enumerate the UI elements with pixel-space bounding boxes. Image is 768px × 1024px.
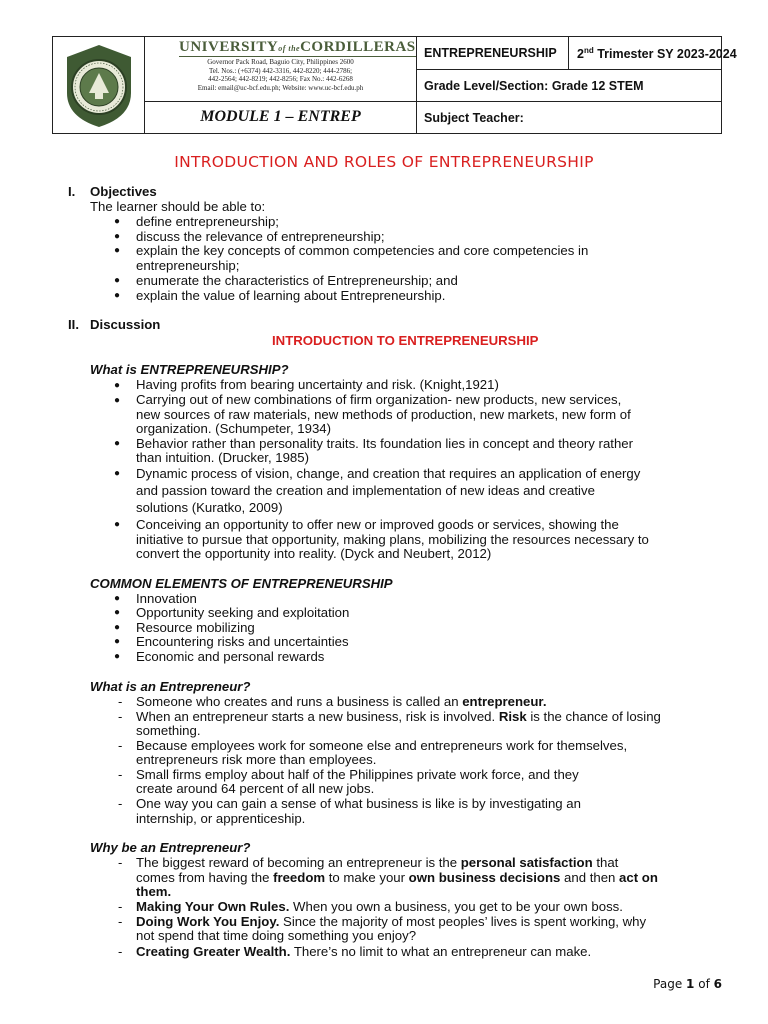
entrepreneur-line: Because employees work for someone else and entrepreneurs work for themselves, (136, 738, 628, 753)
entrepreneur-line: Small firms employ about half of the Philippines private work force, and they (136, 767, 579, 782)
definition-line: initiative to pursue that opportunity, making plans, mobilizing the resources necessary to (136, 532, 649, 547)
objective-item: define entrepreneurship; (136, 214, 279, 229)
entrepreneur-line: When an entrepreneur starts a new business, risk is involved. Risk is the chance of losing (136, 709, 661, 724)
definition-line: and passion toward the creation and implementation of new ideas and creative (136, 483, 595, 498)
common-element-item: Innovation (136, 591, 197, 606)
bullet-icon: ● (114, 290, 121, 301)
dash-marker: - (118, 796, 123, 811)
dash-marker: - (118, 738, 123, 753)
university-address: Governor Pack Road, Baguio City, Philippines 2600 (207, 58, 354, 66)
subject-teacher-cell (417, 102, 721, 134)
subject-cell (417, 37, 569, 70)
why-line: Making Your Own Rules. When you own a business, you get to be your own boss. (136, 899, 623, 914)
university-name: UNIVERSITYof theCORDILLERAS (179, 39, 416, 55)
bullet-icon: ● (114, 651, 121, 662)
header-table (52, 36, 737, 134)
definition-line: Dynamic process of vision, change, and creation that requires an application of energy (136, 466, 641, 481)
bullet-icon: ● (114, 607, 121, 618)
definition-line: Having profits from bearing uncertainty and risk. (Knight,1921) (136, 377, 499, 392)
grade-section-cell (417, 70, 721, 102)
term-cell (569, 37, 737, 70)
objectives-numeral: I. (68, 184, 76, 199)
objectives-heading: Objectives (90, 184, 157, 199)
definition-line: convert the opportunity into reality. (Dyck and Neubert, 2012) (136, 546, 492, 561)
subject-label: ENTREPRENEURSHIP (424, 46, 557, 60)
definition-line: solutions (Kuratko, 2009) (136, 500, 283, 515)
module-cell (145, 102, 417, 134)
why-line: comes from having the freedom to make your own business decisions and then act on (136, 870, 658, 885)
entrepreneur-line: Someone who creates and runs a business is called an entrepreneur. (136, 694, 547, 709)
what-is-heading: What is ENTREPRENEURSHIP? (90, 362, 289, 377)
common-element-item: Encountering risks and uncertainties (136, 634, 349, 649)
section-title: INTRODUCTION TO ENTREPRENEURSHIP (272, 333, 539, 348)
objective-item: discuss the relevance of entrepreneurship; (136, 229, 385, 244)
objective-item: explain the key concepts of common competencies and core competencies in (136, 243, 589, 258)
bullet-icon: ● (114, 468, 121, 479)
definition-line: than intuition. (Drucker, 1985) (136, 450, 309, 465)
entrepreneur-line: One way you can gain a sense of what business is like is by investigating an (136, 796, 581, 811)
dash-marker: - (118, 709, 123, 724)
university-cell (145, 37, 417, 102)
bullet-icon: ● (114, 395, 121, 406)
why-line: Doing Work You Enjoy. Since the majority of most peoples’ lives is spent working, why (136, 914, 647, 929)
university-tel-2: 442-2564; 442-8219; 442-8256; Fax No.: 442-6268 (208, 75, 353, 84)
why-line: them. (136, 884, 172, 899)
bullet-icon: ● (114, 231, 121, 242)
objective-item: explain the value of learning about Entrepreneurship. (136, 288, 446, 303)
dash-marker: - (118, 914, 123, 929)
dash-marker: - (118, 944, 123, 959)
dash-marker: - (118, 694, 123, 709)
objectives-intro: The learner should be able to: (90, 199, 266, 214)
common-element-item: Resource mobilizing (136, 620, 255, 635)
bullet-icon: ● (114, 245, 121, 256)
common-elements-heading: COMMON ELEMENTS OF ENTREPRENEURSHIP (90, 576, 393, 591)
bullet-icon: ● (114, 636, 121, 647)
definition-line: new sources of raw materials, new methods of production, new markets, new form of (136, 407, 631, 422)
definition-line: Conceiving an opportunity to offer new or improved goods or services, showing the (136, 517, 619, 532)
dash-marker: - (118, 899, 123, 914)
why-line: not spend that time doing something you enjoy? (136, 928, 417, 943)
definition-line: Behavior rather than personality traits. Its foundation lies in concept and theory rather (136, 436, 634, 451)
common-element-item: Opportunity seeking and exploitation (136, 605, 350, 620)
entrepreneur-line: something. (136, 723, 201, 738)
definition-line: Carrying out of new combinations of firm organization- new products, new services, (136, 392, 622, 407)
why-line: The biggest reward of becoming an entrepreneur is the personal satisfaction that (136, 855, 619, 870)
entrepreneur-line: create around 64 percent of all new jobs. (136, 781, 375, 796)
entrepreneur-line: internship, or apprenticeship. (136, 811, 306, 826)
entrepreneur-heading: What is an Entrepreneur? (90, 679, 251, 694)
common-element-item: Economic and personal rewards (136, 649, 325, 664)
bullet-icon: ● (114, 438, 121, 449)
term-label: 2nd Trimester SY 2023-2024 (577, 46, 737, 62)
page-number: Page 1 of 6 (653, 977, 722, 991)
why-heading: Why be an Entrepreneur? (90, 840, 251, 855)
dash-marker: - (118, 855, 123, 870)
entrepreneur-line: entrepreneurs risk more than employees. (136, 752, 377, 767)
logo-cell (53, 37, 145, 134)
definition-line: organization. (Schumpeter, 1934) (136, 421, 331, 436)
objective-item: entrepreneurship; (136, 258, 240, 273)
university-seal-icon (61, 43, 137, 129)
bullet-icon: ● (114, 380, 121, 391)
discussion-heading: Discussion (90, 317, 161, 332)
bullet-icon: ● (114, 216, 121, 227)
university-email: Email: email@uc-bcf.edu.ph; Website: www.uc-bcf.edu.ph (197, 83, 364, 92)
page-title: INTRODUCTION AND ROLES OF ENTREPRENEURSHIP (174, 153, 594, 171)
bullet-icon: ● (114, 275, 121, 286)
dash-marker: - (118, 767, 123, 782)
grade-section-label: Grade Level/Section: Grade 12 STEM (424, 79, 644, 93)
bullet-icon: ● (114, 519, 121, 530)
university-tel-1: Tel. Nos.: (+6374) 442-3316, 442-8220; 444-2786; (208, 66, 353, 75)
bullet-icon: ● (114, 593, 121, 604)
university-contact-info (145, 58, 416, 92)
discussion-numeral: II. (68, 317, 79, 332)
subject-teacher-label: Subject Teacher: (424, 111, 524, 125)
bullet-icon: ● (114, 622, 121, 633)
module-label: MODULE 1 – ENTREP (200, 108, 361, 125)
objective-item: enumerate the characteristics of Entrepreneurship; and (136, 273, 458, 288)
why-line: Creating Greater Wealth. There’s no limit to what an entrepreneur can make. (136, 944, 592, 959)
